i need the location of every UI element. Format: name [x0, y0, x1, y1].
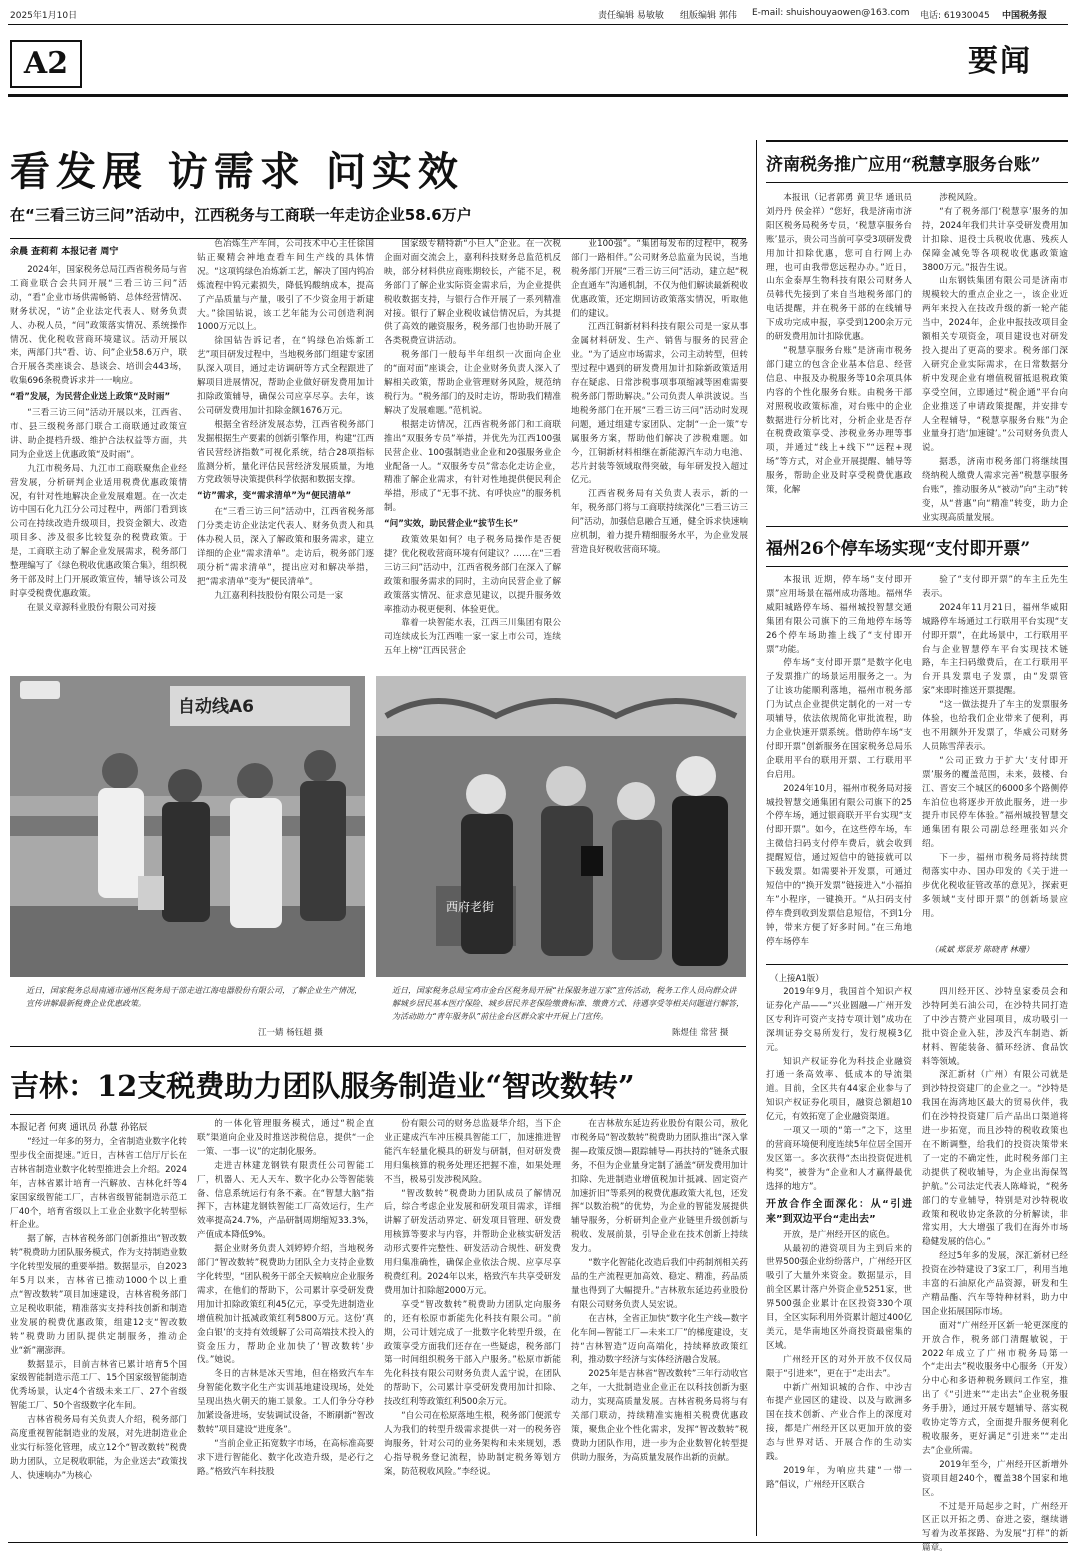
jinan-top-rule	[766, 140, 1068, 142]
paragraph: 2024年11月21日，福州华威阳城路停车场通过工行联用平台实现“支付即开票”，在此场景中，工行联用平台与企业智慧停车平台实现技术链路，车主扫码缴费后，在工行联用平台开具发票电子发票，由“发票管家”来即时推送开票提醒。	[922, 602, 1068, 697]
paragraph: 国家级专精特新“小巨人”企业。在一次税企面对面交流会上，嘉利科技财务总监范机反映，部分材料供应商账期较长，产能不足，税务部门了解企业实际资金需求后，为企业提供税收数据支持，与银行合作开展了一系列精准对接。银行了解企业税收诚信情况后，为其提供了高效的融资服务，税务部门也协助开展了各类税费宣讲活动。	[384, 239, 561, 347]
footer-rule	[8, 1542, 1068, 1543]
jinan-headline: 济南税务推广应用“税慧享服务台账”	[766, 155, 1041, 175]
paragraph: 涉税风险。	[939, 193, 983, 203]
paragraph: 开放，是广州经开区的底色。	[783, 1229, 895, 1240]
paragraph: 江西省税务局有关负责人表示，新的一年，税务部门将与工商联持续深化“三看三访三问”活动，加强信息融合互通，健全诉求快速响应机制，着力提升精细服务水平，为企业发展营造良好税收营商环境。	[571, 489, 748, 555]
paragraph: 据悉，济南市税务部门将继续围绕纳税人缴费人需求完善“税慧享服务台账”，推动服务从“被动”向“主动”转变，从“普惠”向“精准”转变，助力企业实现高质量发展。	[922, 457, 1068, 523]
paragraph: 在吉林敖东延边药业股份有限公司，敖化市税务局“智改数转”税费助力团队推出“深入掌握—政策反馈—跟踪辅导—再扶持的”链条式服务，不但为企业量身定制了涵盖“研发费用加计扣除、先进制造业增值税加计抵减、固定资产加速折旧”等系列的税费优惠政策大礼包，还发挥“以数治税”的优势，为企业的智能发展提供辅导服务，分析研判企业产业链里升级创新与税收、发展前景，引导企业在技术创新上持续发力。	[571, 1119, 748, 1255]
fuzhou-column-2	[922, 574, 1068, 940]
composer-credit: 组版编辑 郭伟	[680, 11, 737, 21]
paragraph: 2019年，为响应共建“一带一路”倡议，广州经开区联合	[766, 1466, 912, 1490]
street-sign: 西府老街	[446, 900, 495, 914]
paragraph: 2019年9月，我国首个知识产权证券化产品——“兴业圆融—广州开发区专利许可资产支持专项计划”成功在深圳证券交易所发行，发行规模3亿元。	[766, 987, 912, 1053]
factory-sign: 自动线A6	[178, 697, 254, 717]
page-number: A2	[23, 46, 69, 81]
paragraph: 靠着一块智能水表，江西三川集团有限公司连续成长为江西唯一家一家上市公司，连续五年上榜“江西民营企	[384, 618, 561, 657]
paragraph: 色冶炼生产车间，公司技术中心主任徐国钻正聚精会神地查看车间生产线的具体情况。“这项钨绿色冶炼新工艺，解决了国内钨冶炼流程中钨元素损失，降低钨酸纳成本，提高了产品质量与产量，吸引了不少资金用于新建大。”徐国钻说，该工艺年能为公司创造利润1000万元以上。	[197, 239, 374, 333]
paragraph: 本报讯 近期，停车场“支付即开票”应用场景在福州成功落地。福州华威阳城路停车场、福州城投智慧交通集团有限公司旗下的三角地停车场等26个停车场助推上线了“支付即开票”功能。	[766, 575, 912, 655]
paragraph: 2024年10月，福州市税务局对接城投智慧交通集团有限公司旗下的25个停车场，通过银商联开平台实现“支付即开票”。如今，在这些停车场，车主微信扫码支付停车费后，就会收到提醒短信，通过短信中的链接就可以下载发票。如需要补开发票，可通过短信中的“换开发票”链接进入“小福拍车”小程序，一键换开。“从扫码支付停车费到收到发票信息短信，不到1分钟，带来方便了好多时间。”在三角地停车场停车	[766, 783, 912, 947]
jilin-column-4	[571, 1118, 748, 1536]
lead-byline: 余晨 查莉莉 本报记者 周宁	[10, 247, 119, 257]
paragraph: 中新广州知识城的合作、中沙吉布提产业园区的建设、以及与欧洲多国在技术创新、产业合作上的深度对接，都是广州经开区以更加开放的姿态与世界对话、开展合作的生动实践。	[766, 1382, 912, 1463]
paragraph: “税慧享服务台账”是济南市税务部门建立的包含企业基本信息、经营信息、申报及办税服务等10余项具体内容的个性化服务台账。由税务干部对照税收政策标准，对台账中的企业数据进行分析比对，分析企业是否存在税费政策享受、涉税业务办理等事项，并通过“线上+线下”“远程+现场”等方式，对企业开展提醒、辅导等服务，帮助企业及时享受税费优惠政策，化解	[766, 345, 912, 496]
paragraph: 吉林省税务局有关负责人介绍，税务部门高度重视智能制造业的发展，对先进制造业企业实行标签化管理，成立12个“智改数转”税费助力团队，立足税收职能，为企业送去“政策找人、快速响办”为核心	[10, 1415, 187, 1481]
paragraph: “这一做法提升了车主的发票服务体验，也给我们企业带来了便利，再也不用额外开发票了，华威公司财务人员陈雪萍表示。	[922, 700, 1068, 752]
newspaper-name: 中国税务报	[1002, 11, 1048, 21]
paragraph: 据了解，吉林省税务部门创新推出“智改数转”税费助力团队服务模式，作为支持制造业数字化转型发展的重要举措。数据显示，自2023年5月以来，吉林省已推动1000个以上重点“智改数转”项目加速建设，吉林省税务部门立足税收职能，精准落实支持科技创新和制造业发展的税费优惠政策，组建12支“智改数转”税费助力团队提供定制服务，推动企业“新”潮澎湃。	[10, 1234, 187, 1356]
continued-top-rule	[766, 964, 1068, 965]
paragraph: 验了“支付即开票”的车主丘先生表示。	[922, 575, 1068, 599]
page-number-box	[10, 40, 82, 88]
header-rule	[8, 24, 1068, 25]
factory-visit-photo	[10, 676, 365, 977]
left-photo-caption: 近日，国家税务总局南通市通州区税务局干部走进江海电器股份有限公司，了解企业生产情况，宣传讲解最新税费企业优惠政策。	[26, 986, 362, 1008]
editor-phone: 电话: 61930045	[920, 11, 990, 21]
paragraph: 在吉林，全省正加快“数字化生产线—数字化车间—智能工厂—未来工厂”的梯度建设，支持“吉林智造”迈向高端化，持续释放政策红利，推动数字经济与实体经济融合发展。	[571, 1313, 748, 1366]
paragraph: 九江嘉利科技股份有限公司是一家	[214, 590, 344, 601]
continued-column-1	[766, 986, 912, 1536]
section-title: 要闻	[968, 44, 1032, 79]
column-divider	[756, 140, 757, 1536]
paragraph: 税务部门一般每半年组织一次面向企业的“面对面”座谈会，让企业财务负责人深入了解相关政策，帮助企业管理财务风险，规范纳税行为。“税务部门的及时走访，帮助我们精准解决了发展难题。”范机说。	[384, 350, 561, 416]
jilin-headline: 吉林：12支税费助力团队服务制造业“智改数转”	[10, 1069, 635, 1103]
jilin-column-2	[197, 1118, 374, 1536]
paragraph: 享受“智改数转”税费助力团队定向服务的，还有松原市新能先化科技有限公司。“前期，公司计划完成了一批数字化转型升级，在政策享受方面我们还存在一些疑虑，税务部门第一时间组织税务干部入户服务。”松原市新能先化科技有限公司财务负责人孟宁说，在团队的帮助下，公司累计享受研发费用加计扣除、技改红利等政策红利500余万元。	[384, 1299, 561, 1408]
paragraph: “数字化智能化改造后我们中药制剂相关药品的生产流程更加高效、稳定、精准，药品质量也得到了大幅提升。”吉林敖东延边药业股份有限公司财务负责人吴宏说。	[571, 1258, 748, 1310]
paragraph: “经过一年多的努力，全省制造业数字化转型步伐全面提速。”近日，吉林省工信厅厅长在吉林省制造业数字化转型推进会上介绍。2024年，吉林省累计培育一汽解放、吉林化纤等4家国家级智能工厂，吉林省级智能制造示范工厂40个，培育省级以上工业企业数字化转型标杆企业。	[10, 1137, 187, 1231]
paragraph: 广州经开区的对外开放不仅仅局限于“引进来”，更在于“走出去”。	[766, 1354, 912, 1379]
paragraph: 不过是开局起步之时，广州经开区正以开拓之勇、奋进之姿，继续谱写着为改革探路、为发展“打样”的新篇章。	[922, 1501, 1068, 1554]
paragraph: 数据显示，目前吉林省已累计培育5个国家级智能制造示范工厂、15个国家级智能制造优秀场景，认定4个省级未来工厂、27个省级智能工厂、50个省级数字化车间。	[10, 1359, 187, 1412]
lead-column-1	[10, 264, 187, 654]
jilin-byline: 本报记者 何爽 通讯员 孙慧 孙铭辰	[10, 1123, 148, 1133]
subheading: “看”发展，为民营企业送上政策“及时雨”	[10, 392, 171, 403]
paragraph: 份有限公司的财务总监聂华介绍，当下企业正建成汽车冲压模具智能工厂，加速推进智能汽车轻量化模具的研发与研制，但对研发费用归集核算的税务处理还把握不准，如果处理不当，极易引发涉税风险。	[384, 1119, 561, 1185]
paragraph: 停车场“支付即开票”是数字化电子发票推广的场景运用服务之一。为了让该功能顺利落地，福州市税务部门为试点企业提供定制化的一对一专项辅导，依法依规简化审批流程，助力企业快速开票系统。借助停车场“支付即开票”创新服务在国家税务总局乐企联用平台的联用开票、工行联用平台启用。	[766, 658, 912, 780]
paragraph: 从最初的港资项目为主到后来的世界500强企业纷纷落户，广州经开区吸引了大量外来资金。数据显示，目前全区累计落户外资企业5251家，世界500强企业累计在区投资330个项目，全区实际利用外资累计超过400亿美元，是华南地区外商投资最密集的区域。	[766, 1243, 912, 1351]
paragraph: 徐国钻告诉记者，在“钨绿色冶炼新工艺”项目研发过程中，当地税务部门组建专家团队深入项目，通过走访调研等方式全程跟进了解项目进展情况，帮助企业做好研发费用加计扣除政策辅导，确保公司应享尽享。去年，该公司研发费用加计扣除金额1676万元。	[197, 336, 374, 416]
paragraph: 据企业财务负责人刘婷婷介绍，当地税务部门“智改数转”税费助力团队全力支持企业数字化转型，“团队税务干部全天候响应企业服务需求，在他们的帮助下，公司累计享受研发费用加计扣除政策红利45亿元，享受先进制造业增值税加计抵减政策红利5800万元。这份‘真金白银’的支持有效缓解了公司高端技术投入的资金压力，帮助企业加快了‘智改数转’步伐。”她说。	[197, 1244, 374, 1366]
left-photo-credit: 江一婧 杨钰超 摄	[258, 1028, 323, 1038]
jilin-column-3	[384, 1118, 561, 1536]
paragraph: 江西江铜新材料科技有限公司是一家从事金属材料研发、生产、销售与服务的民营企业。“为了适应市场需求，公司主动转型，但转型过程中遇到的研发费用加计扣除新政策适用存在疑虑、日常涉税事项事项缩减等困难需要税务部门帮助解决。”公司负责人单洪波说。当地税务部门在开展“三看三访三问”活动时发现问题，通过组建专家团队、定制“一企一策”专属服务方案，帮助他们解决了涉税难题。如今，江铜新材料相继在新能源汽车动力电池、芯片封装等领域取得突破，每年研发投入超过亿元。	[571, 322, 748, 486]
paragraph: 深汇新材（广州）有限公司就是到沙特投资建厂的企业之一。“沙特是我国在海湾地区最大的贸易伙伴，我们在沙特投资建厂后产品出口渠道将进一步拓宽，而且沙特的税收政策也在不断调整，给我们的投资决策带来了一定的不确定性，此时税务部门主动提供了税收辅导，为企业出海保驾护航。”公司法定代表人陈峰说，“税务部门的专业辅导，特别是对沙特税收政策和税收协定条款的分析解读，非常实用，大大增强了我们在海外市场稳健发展的信心。”	[922, 1070, 1068, 1248]
continued-column-2	[922, 986, 1068, 1554]
right-photo-caption: 近日，国家税务总局宝鸡市金台区税务局开展“社保服务进万家”宣传活动，税务工作人员向群众讲解城乡居民基本医疗保险、城乡居民养老保险缴费标准、缴费方式、待遇享受等相关问题进行解答，为活动助力“青年服务队”前往金台区群众家中开展上门宣传。	[392, 986, 744, 1021]
issue-date: 2025年1月10日	[10, 11, 78, 21]
editor-email: E-mail: shuishouyaowen@163.com	[752, 8, 910, 18]
subheading: “问”实效，助民营企业“拔节生长”	[384, 519, 519, 530]
paragraph: 冬日的吉林是冰天雪地，但在格致汽车车身智能化数字化生产实训基地建设现场，处处呈现出热火朝天的施工景象。工人们争分夺秒加紧设备进场，安装调试设备，不断刷新“智改数转”项目建设“进度条”。	[197, 1369, 374, 1435]
lead-subheadline: 在“三看三访三问”活动中，江西税务与工商联一年走访企业58.6万户	[10, 206, 472, 224]
community-outreach-illustration	[376, 676, 746, 977]
jinan-column-1	[766, 192, 912, 524]
paragraph: 根据走访情况，江西省税务部门和工商联推出“双服务专员”举措，并优先为江西100强民营企业、100强制造业企业和20强服务业企业配备一人。“双服务专员”常态化走访企业，精准了解企业需求，有针对性地提供便民利企举措，形成了“无事不扰、有呼快应”的服务机制。	[384, 419, 561, 514]
paragraph: “自公司在松原落地生根，税务部门便派专人为我们的转型升级需求提供一对一的税务咨询服务，针对公司的业务架构和未来规划，悉心指导税务登记流程，协助制定税务筹划方案，防范税收风险。”李经说。	[384, 1411, 561, 1477]
paragraph: 一项又一项的“第一”之下，这里的营商环境便利度连续5年位居全国开发区第一。多次获得“杰出投资促进机构奖”，被誉为“企业和人才赢得最优选择的地方”。	[766, 1126, 912, 1192]
paragraph: 2019年至今，广州经开区新增外资项目超240个，覆盖38个国家和地区。	[922, 1459, 1068, 1498]
continued-tag: （上接A1版）	[770, 974, 824, 984]
paragraph: 本报讯（记者郭勇 黄卫华 通讯员刘丹丹 侯金祥）“您好，我是济南市济阳区税务局税务专员，‘税慧享服务台账’显示，贵公司当前可享受3项研发费用加计扣除优惠，您可自行网上办理，也可由我带您远程办办。”近日，山东金泰厚生物科技有限公司财务人员韩代先接到了来自当地税务部门的电话提醒，并在税务干部的在线辅导下成功完成申报，享受到1200余万元的研发费用加计扣除优惠。	[766, 193, 912, 343]
paragraph: 下一步，福州市税务局将持续贯彻落实中办、国办印发的《关于进一步优化税收征管改革的意见》，探索更多领域“支付即开票”的创新场景应用。	[922, 853, 1068, 919]
paragraph: 山东钢铁集团有限公司是济南市规模较大的重点企业之一，该企业近两年来投入在技改升级的新一轮产能当中，2024年，企业申报技改项目金额相关专项资金，项目建设也对研发投入提出了更高的要求。税务部门深入研究企业实际需求，在日常数据分析中发现企业有增值税留抵退税政策享受空间，立即通过“税企通”平台向企业推送了申请政策提醒，并安排专人全程辅导，“税慧享服务台账”为企业量身打造‘加速键’。”公司财务负责人说。	[922, 276, 1068, 454]
community-outreach-photo	[376, 676, 746, 977]
paragraph: 四川经开区、沙特皇家委员会和沙特阿美石油公司，在沙特共同打造了中沙吉赞产业园项目，成功吸引一批中资企业入驻，涉及汽车制造、新材料、智能装备、循环经济、食品饮料等领域。	[922, 987, 1068, 1067]
paragraph: 业100强”。“集团每发布的过程中，税务部门一路相伴。”公司财务总监童为民说，当地税务部门开展“三看三访三问”活动，建立起“税企直通车”沟通机制，不仅为他们解读最新税收优惠政策，还定期回访政策落实情况，听取他们的建议。	[571, 239, 748, 319]
paragraph: “三看三访三问”活动开展以来，江西省、市、县三级税务部门联合工商联通过政策宣讲、助企提档升级、维护合法权益等方面，共同为企业送上优惠政策“及时雨”。	[10, 408, 187, 460]
paragraph: 在“三看三访三问”活动中，江西省税务部门分类走访企业法定代表人、财务负责人和具体办税人员，深入了解政策和服务需求，建立详细的企业“需求清单”。走访后，税务部门逐项分析“需求清单”，提出应对和解决举措，把“需求清单”变为“便民清单”。	[197, 507, 374, 587]
jilin-column-1	[10, 1136, 187, 1536]
editor-credit: 责任编辑 易敏敏	[598, 11, 664, 21]
paragraph: 根据全省经济发展态势，江西省税务部门发掘根据生产要素的创新引擎作用，构建“江西省民营经济指数”可视化系统，结合28项指标监测分析，量化评估民营经济发展质量，为地方党政领导决策提供科学依据和数据支撑。	[197, 419, 374, 486]
subheading: 开放合作全面深化：从“引进来”到双边平台“走出去”	[766, 1198, 912, 1225]
paragraph: 的一体化管理服务模式，通过“税企直联”渠道向企业及时推送涉税信息，提供“一企一策、一事一议”的定制化服务。	[197, 1119, 374, 1157]
paragraph: 面对“广州经开区新一轮更深度的开放合作，税务部门清醒敏锐，于2022年成立了广州市税务局第一个“走出去”税收服务中心服务（开发）分中心和多语种税务顾问工作室，推出了《“引进来”“走出去”企业税务服务手册》，通过开展专题辅导、落实税收协定等方式，全面提升服务便利化税收服务，更好满足“引进来”“走出去”企业所需。	[922, 1320, 1068, 1456]
photo-bottom-rule	[10, 1046, 746, 1047]
fuzhou-top-rule	[766, 526, 1068, 527]
fuzhou-headline: 福州26个停车场实现“支付即开票”	[766, 539, 1031, 559]
factory-visit-illustration	[10, 676, 365, 977]
paragraph: “有了税务部门‘税慧享’服务的加持，2024年我们共计享受研发费用加计扣除、退役士兵税收优惠、残疾人保障金减免等各项税收优惠政策逾3800万元。”报告生说。	[922, 206, 1068, 273]
paragraph: 在景义章源科业股份有限公司对接	[27, 602, 157, 613]
paragraph: “公司正致力于扩大‘支付即开票’服务的覆盖范围，未来，鼓楼、台江、晋安三个城区的6000多个路侧停车泊位也将逐步开放此服务，进一步提升市民停车体验。”福州城投智慧交通集团有限公司副总经理张如兴介绍。	[922, 755, 1068, 850]
paragraph: 2025年是吉林省“智改数转”三年行动收官之年，一大批制造业企业正在以科技创新为驱动力，实现高质量发展。吉林省税务局将与有关部门联动，持续精准实施相关税费优惠政策，聚焦企业个性化需求，发挥“智改数转”税费助力团队作用，进一步为企业数智化转型提供助力服务，为高质量发展作出新的贡献。	[571, 1369, 748, 1463]
lead-column-4	[571, 238, 748, 654]
fuzhou-head-rule	[766, 566, 1068, 567]
masthead-rule	[8, 94, 1068, 97]
paragraph: 九江市税务局、九江市工商联聚焦企业经营发展，分析研判企业适用税费优惠政策情况，有针对性地解决企业发展难题。在一次走访中国石化九江分公司过程中，两部门看到该公司在持续改造升级项目，投资金额大、改造项目多、涉及很多比较复杂的税费政策。于是，工商联主动了解企业发展需求，税务部门整理编写了《绿色税收优惠政策合集》，组织税务干部及时上门开展政策宣传，辅导该公司及时享受税费优惠政策。	[10, 463, 187, 599]
jinan-head-rule	[766, 182, 1068, 183]
jilin-byline-rule	[10, 1114, 746, 1115]
fuzhou-column-1	[766, 574, 912, 960]
paragraph: 经过5年多的发展，深汇新材已经投资在沙特建设了3家工厂，利用当地丰富的石油原化产品资源，研发和生产精品酯、汽车等特种材料，助力中国企业拓展国际市场。	[922, 1251, 1068, 1317]
paragraph: 走进吉林建龙钢铁有限责任公司智能工厂，机器人、无人天车、数字化办公等智能装备、信息系统运行有条不紊。在“智慧大脑”指挥下，吉林建龙钢铁智能工厂高效运行，生产效率提高24.7%，产品研制周期缩短33.3%，产值成本降低9%。	[197, 1160, 374, 1241]
lead-column-2	[197, 238, 374, 654]
paragraph: “当前企业正拓宽数字市场，在高标准高要求下进行智能化、数字化改造升级，是必行之路。”格致汽车科技股	[197, 1438, 374, 1477]
paragraph: “智改数转”税费助力团队成员了解情况后，综合考虑企业发展和研发项目需求，详细讲解了研发活动界定、研发项目管理、研发费用核算等要求与内容，并帮助企业核实研发活动形式要件完整性、研发活动合规性、研发费用归集准确性，确保企业依法合规、应享尽享税费红利。2024年以来，格致汽车共享受研发费用加计扣除超2000万元。	[384, 1188, 561, 1296]
paragraph: 知识产权证券化为科技企业融资打通一条高效率、低成本的导流渠道。目前，全区共有44家企业参与了知识产权证券化项目，融资总额超10亿元，有效拓宽了企业融资渠道。	[766, 1056, 912, 1123]
fuzhou-credit: （咸斌 郑景芳 陈晓青 林珊）	[930, 945, 1034, 954]
paragraph: 政策效果如何？电子税务局操作是否便捷？优化税收营商环境有何建议？……在“三看三访三问”活动中，江西省税务部门在深入了解政策和服务需求的同时，主动向民营企业了解政策落实情况、征求意见建议，以提升服务效率推动办税更便利、体验更优。	[384, 535, 561, 615]
jinan-column-2	[922, 192, 1068, 524]
lead-headline: 看发展 访需求 问实效	[10, 148, 464, 195]
subheading: “访”需求，变“需求清单”为“便民清单”	[197, 491, 352, 502]
paragraph: 2024年，国家税务总局江西省税务局与省工商业联合会共同开展“三看三访三问”活动，“看”企业市场供需畅销、总体经营情况、财务状况，“访”企业法定代表人、财务负责人、办税人员，“问”政策落实情况、系统操作情况、优化税收营商环境建议。活动开展以来，两部门共“看、访、问”企业58.6万户，联合开展各类座谈会、恳谈会、培训会443场，收集696条税费诉求并一一响应。	[10, 265, 187, 387]
right-photo-credit: 陈煜佳 常营 摄	[672, 1028, 729, 1038]
lead-column-3	[384, 238, 561, 657]
